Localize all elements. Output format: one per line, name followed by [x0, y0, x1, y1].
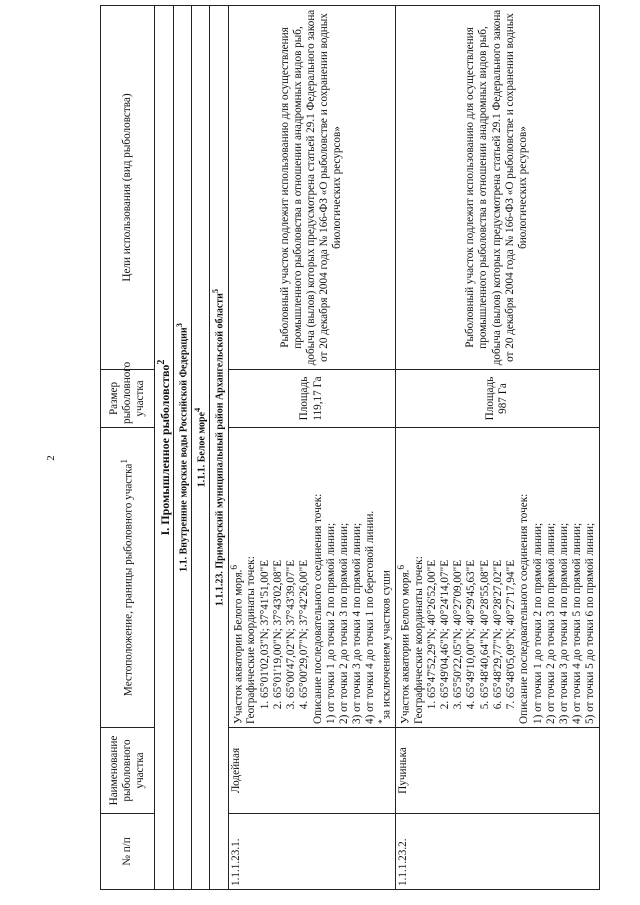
- exclusion-note: *за исключением участков суши: [377, 570, 393, 724]
- conn-item: 3) от точки 3 до точки 4 по прямой линии;: [351, 522, 364, 724]
- table-row: [395, 6, 599, 890]
- header-name: Наименование рыболовного участка: [101, 728, 155, 814]
- row-num: 1.1.1.23.1.: [228, 814, 395, 890]
- header-size: Размер рыболовного участка: [101, 370, 155, 428]
- header-num: № п/п: [101, 814, 155, 890]
- header-row: [101, 6, 155, 890]
- section-title-inner-waters: 1.1. Внутренние морские воды Российской Федерации$^3$: [174, 6, 192, 890]
- header-location: Местоположение, границы рыболовного участка$^1$: [101, 428, 155, 728]
- rotated-table-canvas: [100, 5, 597, 890]
- coord-item: 2. 65°49'04,46"N; 40°24'14,07"E: [439, 431, 452, 698]
- conn-item: 4) от точки 4 до точки 5 по прямой линии;: [571, 522, 584, 724]
- section-row-4: [210, 6, 228, 890]
- conn-item: 3) от точки 3 до точки 4 по прямой линии;: [557, 522, 570, 724]
- conn-item: 2) от точки 2 до точки 3 по прямой линии;: [338, 522, 351, 724]
- row-location: Участок акватории Белого моря.$^6$ Географические координаты точек: 1. 65°47'52,29"N; 40°26'52,00"E 2. 65°49'04,46"N; 40°24'14,07"E 3. 65°50'22,05"N; 40°27'09,00"E 4. 65°49'10,00"N; 40°29'45,63"E 5. 65°48'40,64"N; 40°28'55,08"E 6. 65°48'29,77"N; 40°28'27,02"E 7. 65°48'05,09"N; 40°27'17,94"E Описание последовательного соединения точек: 1) от точки 1 до точки 2 по прямой линии; 2) от точки 2 до точки 3 по прямой линии; 3) от точки 3 до точки 4 по прямой линии; 4) от точки 4 до точки 5 по прямой линии; 5) от точки 5 до точки 6 по прямой линии;: [395, 428, 599, 728]
- section-title-white-sea: 1.1.1. Белое море$^4$: [192, 6, 210, 890]
- section-row-1: [155, 6, 174, 890]
- row-num: 1.1.1.23.2.: [395, 814, 599, 890]
- row-size: Площадь 987 Га: [395, 370, 599, 428]
- conn-item: 5) от точки 5 до точки 6 по прямой линии;: [584, 522, 597, 724]
- coord-item: 7. 65°48'05,09"N; 40°27'17,94"E: [505, 431, 518, 698]
- coord-item: 6. 65°48'29,77"N; 40°28'27,02"E: [492, 431, 505, 698]
- coord-item: 2. 65°01'19,00"N; 37°43'02,08"E: [272, 431, 285, 698]
- coords-list: [426, 431, 519, 724]
- section-title-industrial: I. Промышленное рыболовство$^2$: [155, 6, 174, 890]
- conn-item: 1) от точки 1 до точки 2 по прямой линии;: [531, 522, 544, 724]
- row-purpose: Рыболовный участок подлежит использованию для осуществления промышленного рыболовства в отношении анадромных видов рыб, добыча (вылов) которых предусмотрена статьей 29.1 Федерального закона от 20 декабря 2004 года № 166-ФЗ «О рыболовстве и сохранении водных биологических ресурсов»: [395, 6, 599, 370]
- coord-item: 4. 65°49'10,00"N; 40°29'45,63"E: [465, 431, 478, 698]
- row-location: Участок акватории Белого моря.$^6$ Географические координаты точек: 1. 65°01'02,03"N; 37°41'51,00"E 2. 65°01'19,00"N; 37°43'02,08"E 3. 65°00'47,02"N; 37°43'39,07"E 4. 65°00'29,07"N; 37°42'26,00"E Описание последовательного соединения точек: 1) от точки 1 до точки 2 по прямой линии; 2) от точки 2 до точки 3 по прямой линии; 3) от точки 3 до точки 4 по прямой линии; 4) от точки 4 до точки 1 по береговой линии. *за исключением участков суши: [228, 428, 395, 728]
- section-row-3: [192, 6, 210, 890]
- conn-item: 4) от точки 4 до точки 1 по береговой линии.: [364, 510, 377, 724]
- coord-item: 4. 65°00'29,07"N; 37°42'26,00"E: [298, 431, 311, 698]
- header-purpose: Цели использования (вид рыболовства): [101, 6, 155, 370]
- coord-item: 3. 65°50'22,05"N; 40°27'09,00"E: [452, 431, 465, 698]
- coord-item: 1. 65°01'02,03"N; 37°41'51,00"E: [259, 431, 272, 698]
- fishing-areas-table: [100, 5, 600, 890]
- row-size: Площадь 119,17 Га: [228, 370, 395, 428]
- row-purpose: Рыболовный участок подлежит использованию для осуществления промышленного рыболовства в отношении анадромных видов рыб, добыча (вылов) которых предусмотрена статьей 29.1 Федерального закона от 20 декабря 2004 года № 166-ФЗ «О рыболовстве и сохранении водных биологических ресурсов»: [228, 6, 395, 370]
- coord-item: 3. 65°00'47,02"N; 37°43'39,07"E: [285, 431, 298, 698]
- row-name: Пучинька: [395, 728, 599, 814]
- section-title-primorsky-district: 1.1.1.23. Приморский муниципальный район Архангельской области$^5$: [210, 6, 228, 890]
- coords-list: [259, 431, 312, 724]
- conn-item: 2) от точки 2 до точки 3 по прямой линии;: [544, 522, 557, 724]
- row-name: Лодейная: [228, 728, 395, 814]
- coord-item: 1. 65°47'52,29"N; 40°26'52,00"E: [426, 431, 439, 698]
- coord-item: 5. 65°48'40,64"N; 40°28'55,08"E: [479, 431, 492, 698]
- section-row-2: [174, 6, 192, 890]
- table-row: [228, 6, 395, 890]
- page-number: 2: [44, 455, 57, 461]
- conn-item: 1) от точки 1 до точки 2 по прямой линии;: [324, 522, 337, 724]
